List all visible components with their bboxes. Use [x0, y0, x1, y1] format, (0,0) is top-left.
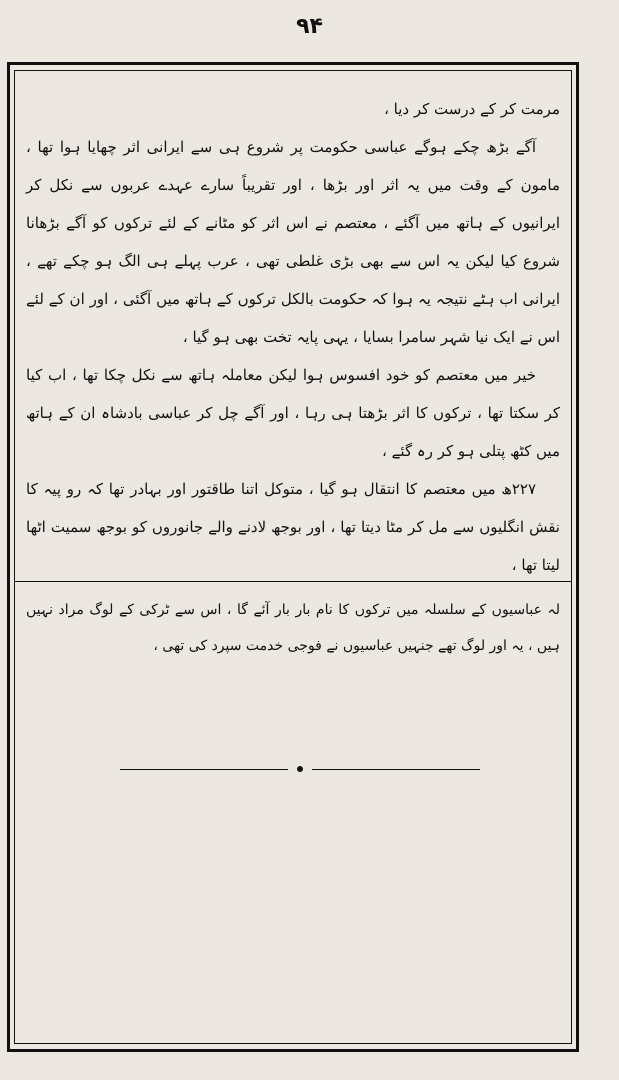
footnote-divider	[14, 581, 572, 582]
body-text	[26, 90, 560, 584]
paragraph: ۲۲۷ھ میں معتصم کا انتقال ہو گیا ، متوکل اتنا طاقتور اور بہادر تھا کہ رو پیہ کا نقش انگلیوں سے مل کر مٹا دیتا تھا ، اور بوجھ لادنے والے جانوروں کو بوجھ سمیت اٹھا لیتا تھا ،	[26, 480, 560, 574]
paragraph: خیر میں معتصم کو خود افسوس ہوا لیکن معاملہ ہاتھ سے نکل چکا تھا ، اب کیا کر سکتا تھا ، ترکوں کا اثر بڑھتا ہی رہا ، اور آگے چل کر عباسی بادشاہ ان کے ہاتھ میں کٹھ پتلی ہو کر رہ گئے ،	[26, 366, 560, 460]
end-ornament	[120, 764, 480, 776]
ornament-line-left	[120, 769, 288, 770]
paragraph: آگے بڑھ چکے ہوگے عباسی حکومت پر شروع ہی سے ایرانی اثر چھایا ہوا تھا ، مامون کے وقت میں یہ اثر اور بڑھا ، اور تقریباً سارے عہدے عربوں سے نکل کر ایرانیوں کے ہاتھ میں آگئے ، معتصم نے اس اثر کو مٹانے کے لئے ترکوں کو آگے بڑھانا شروع کیا لیکن یہ اس سے بھی بڑی غلطی تھی ، عرب پہلے ہی الگ ہو چکے تھے ، ایرانی اب ہٹے نتیجہ یہ ہوا کہ حکومت بالکل ترکوں کے ہاتھ میں آگئی ، اور ان کے لئے اس نے ایک نیا شہر سامرا بسایا ، یہی پایہ تخت بھی ہو گیا ،	[26, 138, 560, 346]
ornament-line-right	[312, 769, 480, 770]
ornament-dot	[297, 766, 303, 772]
footnote-text: لہ عباسیوں کے سلسلہ میں ترکوں کا نام بار بار آئے گا ، اس سے ٹرکی کے لوگ مراد نہیں ہیں ، یہ اور لوگ تھے جنہیں عباسیوں نے فوجی خدمت سپرد کی تھی ،	[26, 602, 560, 654]
page-number: ۹۴	[296, 14, 323, 39]
paragraph: مرمت کر کے درست کر دیا ،	[384, 100, 560, 118]
footnote	[26, 592, 560, 664]
